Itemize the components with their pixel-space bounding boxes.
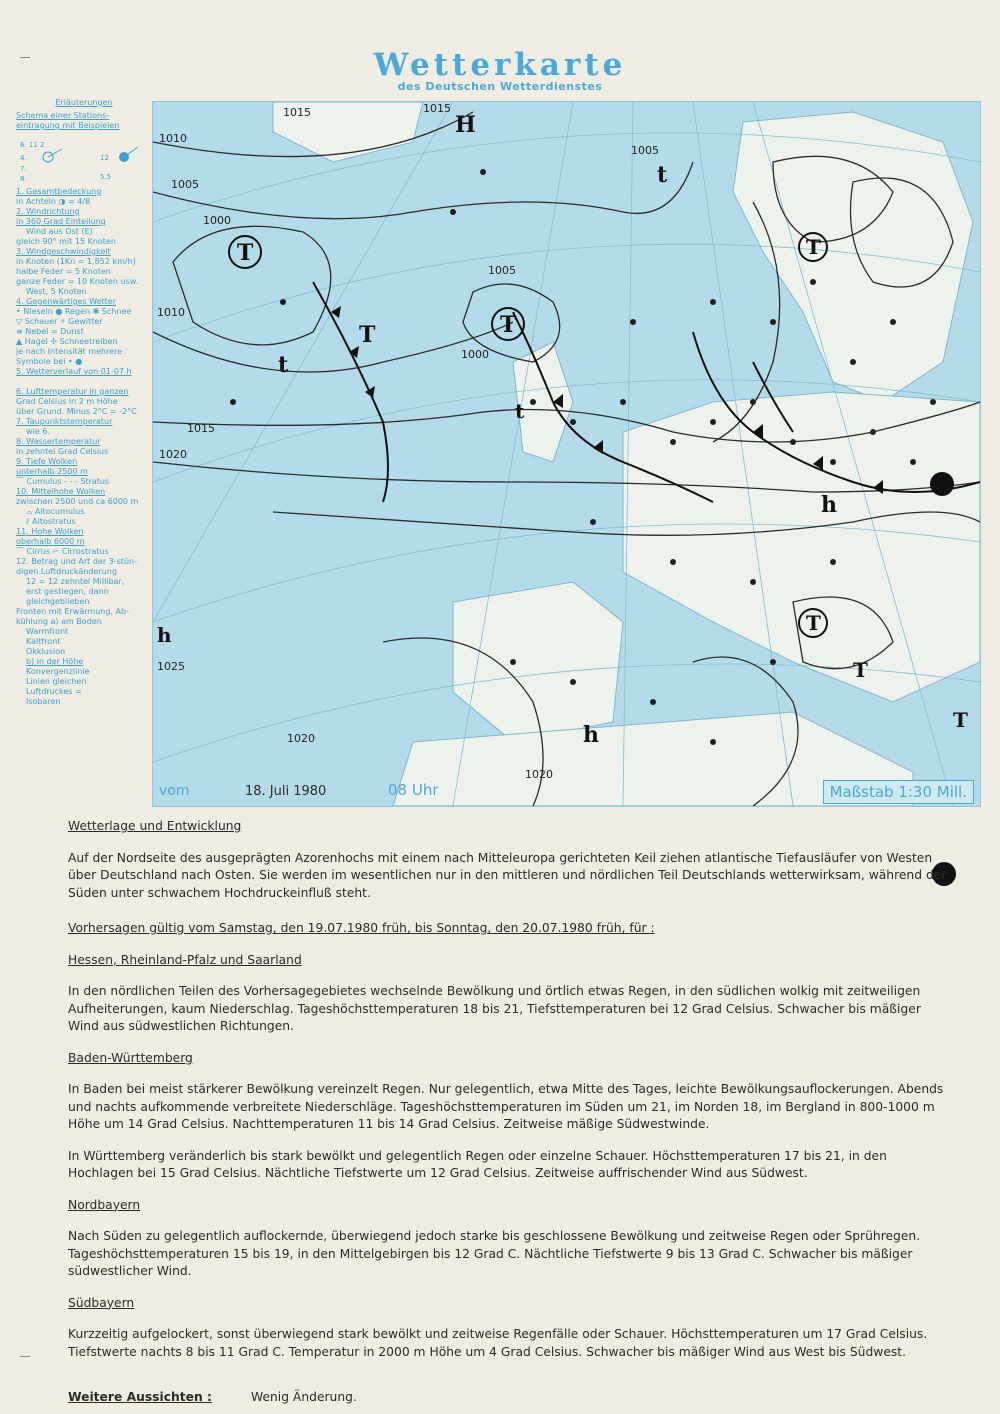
legend-line: 10. Mittelhohe Wolken	[16, 487, 106, 496]
legend-line: gleichgeblieben	[26, 597, 90, 606]
legend-line: digen Luftdruckänderung	[16, 567, 117, 576]
paragraph: Kurzzeitig aufgelockert, sonst überwiegend stark bewölkt und zeitweise Regenfälle oder Schauer. Höchsttemperaturen um 17 Grad Celsius. Tiefstwerte nachts 8 bis 11 Grad C. Temperatur in 2000 m Höhe um 4 Grad Celsius. Schwacher bis mäßiger Wind aus West bis Südwest.	[68, 1327, 928, 1359]
legend-line: Isobaren	[26, 697, 61, 706]
isobar-label: 1015	[423, 102, 451, 115]
legend-line: ▲ Hagel ✢ Schneetreiben	[16, 337, 118, 346]
legend-line: Schema einer Stations-	[16, 111, 110, 120]
legend-line: 4. Gegenwärtiges Wetter	[16, 297, 117, 306]
isobar-label: 1000	[203, 214, 231, 227]
low-symbol: T	[806, 611, 821, 635]
legend-line: Luftdruckes =	[26, 687, 82, 696]
legend-header: Erläuterungen	[55, 98, 113, 107]
svg-text:5.5: 5.5	[100, 173, 112, 181]
region-heading: Hessen, Rheinland-Pfalz und Saarland	[68, 952, 302, 967]
legend-line: 12. Betrag und Art der 3-stün-	[16, 557, 137, 566]
weather-map	[152, 101, 981, 807]
legend-line: 12 = 12 zehntel Millibar,	[26, 577, 125, 586]
legend-line: • Nieseln ● Regen ✱ Schnee	[16, 307, 132, 316]
legend-line: über Grund. Minus 2°C = -2°C	[16, 407, 137, 416]
isobar-label: 1020	[159, 448, 187, 461]
outlook-label: Weitere Aussichten :	[68, 1390, 212, 1404]
legend-line: Symbole bei • ●	[16, 357, 83, 366]
weather-map-canvas	[153, 102, 980, 806]
legend-line: in Achteln ◑ = 4/8	[16, 197, 91, 206]
isobar-label: 1010	[159, 132, 187, 145]
section-heading: Wetterlage und Entwicklung	[68, 819, 242, 833]
paragraph: In den nördlichen Teilen des Vorhersagegebietes wechselnde Bewölkung und örtlich etwas Regen, in den südlichen wolkig mit zeitweiligen Aufheiterungen, kaum Niederschlag. Tageshöchsttemperaturen 18 bis 21, Tiefsttemperaturen bei 12 Grad Celsius. Schwacher bis mäßiger Wind aus südwestlichen Richtungen.	[68, 984, 921, 1033]
legend-line: 7. Taupunktstemperatur	[16, 417, 113, 426]
legend-line: unterhalb 2500 m	[16, 467, 88, 476]
low-symbol: t	[657, 162, 668, 188]
page-title	[370, 48, 630, 93]
isobar-label: 1020	[525, 768, 553, 781]
legend-line: 1. Gesamtbedeckung	[16, 187, 102, 196]
legend-line: ⌓ Altocumulus	[26, 507, 85, 516]
legend-line: West, 5 Knoten	[26, 287, 87, 296]
legend-line: je nach Intensität mehrere	[16, 347, 123, 356]
outlook-row	[68, 1389, 948, 1407]
station-schema-icon	[16, 135, 150, 183]
legend-line: gleich 90° mit 15 Knoten	[16, 237, 116, 246]
land-scandinavia	[733, 112, 973, 402]
legend-line: Fronten mit Erwärmung, Ab-	[16, 607, 129, 616]
legend-line: ⌒ Cumulus - - - Stratus	[16, 477, 110, 486]
low-symbol: T	[500, 312, 517, 338]
legend-line: eintragung mit Beispielen	[16, 121, 120, 130]
legend-line: 11. Hohe Wolken	[16, 527, 84, 536]
isobar-label: 1015	[283, 106, 311, 119]
title-subtitle: des Deutschen Wetterdienstes	[397, 80, 603, 93]
legend-line: ▽ Schauer ⚡ Gewitter	[16, 317, 103, 326]
forecast-text	[68, 818, 948, 1407]
legend-line: Wind aus Ost (E)	[26, 227, 93, 236]
map-date: 18. Juli 1980	[245, 784, 327, 799]
legend-line: Warmfront	[26, 627, 69, 636]
legend-line: ≡ Nebel ∞ Dunst	[16, 327, 84, 336]
paragraph: Nach Süden zu gelegentlich auflockernde, überwiegend jedoch starke bis geschlossene Bewölkung und zeitweise Regen oder Sprühregen. Tageshöchsttemperaturen 15 bis 19, in den Mittelgebirgen bis 12 Grad C. Nächtliche Tiefstwerte 9 bis 13 Grad C. Schwacher bis mäßiger südwestlicher Wind.	[68, 1229, 921, 1278]
legend-line: in Knoten (1Kn = 1,852 km/h)	[16, 257, 136, 266]
low-symbol: t	[278, 352, 289, 378]
legend-line: halbe Feder = 5 Knoten	[16, 267, 111, 276]
high-symbol: H	[455, 112, 476, 138]
legend-line: ganze Feder = 10 Knoten usw.	[16, 277, 139, 286]
title-main: Wetterkarte	[373, 47, 627, 83]
paragraph: In Württemberg veränderlich bis stark bewölkt und gelegentlich Regen oder einzelne Schauer. Höchsttemperaturen 17 bis 21, in den Hochlagen bei 15 Grad Celsius. Nächtliche Tiefstwerte um 12 Grad Celsius. Zeitweise auffrischender Wind aus Südwest.	[68, 1148, 887, 1180]
isobar-label: 1005	[631, 144, 659, 157]
low-symbol: T	[953, 708, 968, 732]
legend-line: erst gestiegen, dann	[26, 587, 109, 596]
legend-line: 6. Lufttemperatur in ganzen	[16, 387, 129, 396]
isobar-label: 1000	[461, 348, 489, 361]
svg-text:8.: 8.	[20, 175, 27, 183]
paragraph: In Baden bei meist stärkerer Bewölkung vereinzelt Regen. Nur gelegentlich, etwa Mitte des Tages, leichte Bewölkungsauflockerungen. Abends und nachts aufkommende verbreitete Niederschläge. Tageshöchsttemperaturen im Süden um 21, im Norden 18, im Bergland in 800-1000 m Höhe um 14 Grad Celsius. Nachttemperaturen 11 bis 14 Grad Celsius. Zeitweise mäßige Südwestwinde.	[68, 1082, 944, 1131]
legend-line: ⌒ Cirrus ⌐ Cirrostratus	[16, 547, 109, 556]
isobar-label: 1005	[171, 178, 199, 191]
legend-line: Grad Celsius in 2 m Höhe	[16, 397, 118, 406]
region-heading: Baden-Württemberg	[68, 1050, 193, 1065]
low-symbol: t	[515, 399, 525, 423]
legend-line: zwischen 2500 und ca 6000 m	[16, 497, 139, 506]
low-symbol: T	[237, 240, 254, 266]
legend-line: wie 6.	[26, 427, 50, 436]
isobar-label: 1020	[287, 732, 315, 745]
isobar-label: 1005	[488, 264, 516, 277]
high-symbol: h	[583, 722, 599, 748]
forecast-validity: Vorhersagen gültig vom Samstag, den 19.07.1980 früh, bis Sonntag, den 20.07.1980 früh, für :	[68, 921, 655, 935]
svg-text:12: 12	[100, 154, 109, 162]
isobar-label: 1015	[187, 422, 215, 435]
map-footer	[153, 778, 980, 806]
legend-line: Kaltfront	[26, 637, 61, 646]
legend-line: b) in der Höhe	[26, 657, 84, 666]
legend-line: in zehntel Grad Celsius	[16, 447, 109, 456]
legend-line	[16, 377, 152, 387]
map-scale: Maßstab 1:30 Mill.	[823, 780, 974, 804]
legend-line: ⫽ Altostratus	[26, 517, 76, 526]
map-legend	[16, 98, 152, 806]
high-symbol: h	[821, 492, 837, 518]
low-symbol: T	[806, 235, 821, 259]
punch-hole-top	[930, 472, 954, 496]
legend-line: 8. Wassertemperatur	[16, 437, 101, 446]
legend-line: 2. Windrichtung	[16, 207, 80, 216]
station-schema-diagram	[16, 135, 152, 183]
high-symbol: h	[157, 623, 172, 647]
isobar-label: 1010	[157, 306, 185, 319]
legend-line: Linien gleichen	[26, 677, 87, 686]
svg-text:6. 11 2: 6. 11 2	[20, 141, 45, 149]
legend-line: 9. Tiefe Wolken	[16, 457, 78, 466]
map-date-prefix: vom	[159, 783, 190, 799]
paragraph: Auf der Nordseite des ausgeprägten Azorenhochs mit einem nach Mitteleuropa gerichteten Keil ziehen atlantische Tiefausläufer von Westen über Deutschland nach Osten. Sie werden im wesentlichen nur in den mittleren und nördlichen Teil Deutschlands wetterwirksam, während der Süden unter schwachem Hochdruckeinfluß steht.	[68, 850, 947, 900]
legend-line: kühlung a) am Boden	[16, 617, 102, 626]
legend-line: Konvergenzlinie	[26, 667, 90, 676]
fold-mark-bottom	[20, 1356, 30, 1357]
fold-mark-top	[20, 57, 30, 58]
legend-line: 3. Windgeschwindigkeit	[16, 247, 111, 256]
map-time: 08 Uhr	[388, 781, 439, 799]
low-symbol: T	[853, 658, 868, 682]
region-heading: Nordbayern	[68, 1197, 141, 1212]
legend-line: Okklusion	[26, 647, 66, 656]
legend-line: oberhalb 6000 m	[16, 537, 85, 546]
isobar-label: 1025	[157, 660, 185, 673]
legend-line: 5. Wetterverlauf von 01-07 h	[16, 367, 132, 376]
outlook-value: Wenig Änderung.	[251, 1390, 357, 1404]
svg-text:7.: 7.	[20, 165, 27, 173]
region-heading: Südbayern	[68, 1295, 135, 1310]
legend-line: in 360 Grad Einteilung	[16, 217, 106, 226]
svg-text:4.: 4.	[20, 154, 27, 162]
low-symbol: T	[359, 322, 376, 348]
